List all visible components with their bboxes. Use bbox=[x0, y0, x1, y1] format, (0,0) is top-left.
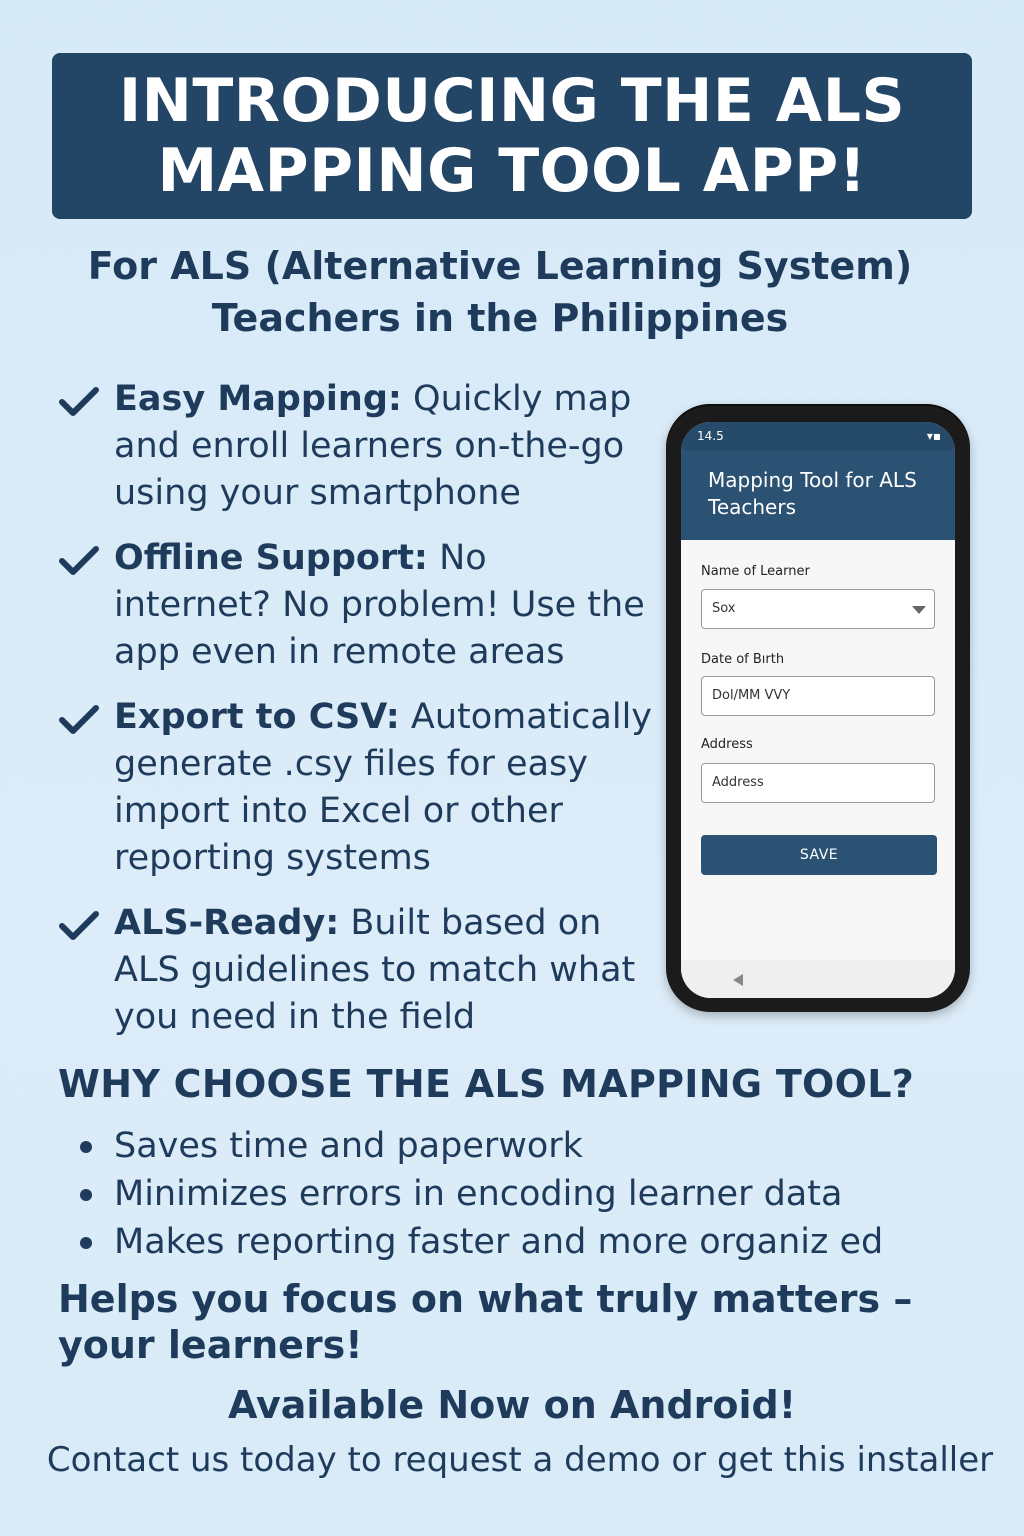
feature-description: Built based on ALS guidelines to match what you need in the field bbox=[114, 903, 636, 1037]
feature-text bbox=[114, 694, 654, 882]
feature-title: ALS-Ready: bbox=[114, 903, 340, 943]
feature-description: Automatically generate .csy files for easy import into Excel or other reporting systems bbox=[114, 697, 653, 878]
feature-title: Offline Support: bbox=[114, 538, 428, 578]
address-input[interactable] bbox=[701, 763, 935, 803]
feature-text bbox=[114, 900, 654, 1041]
feature-description: Quickly map and enroll learners on-the-go using your smartphone bbox=[114, 379, 632, 513]
dropdown-arrow-icon bbox=[912, 606, 926, 614]
why-heading: WHY CHOOSE THE ALS MAPPING TOOL? bbox=[58, 1062, 915, 1106]
app-bar bbox=[681, 450, 955, 540]
save-button[interactable]: SAVE bbox=[701, 835, 937, 875]
banner-title: INTRODUCING THE ALS MAPPING TOOL APP! bbox=[118, 66, 906, 206]
subtitle: For ALS (Alternative Learning System) Teachers in the Philippines bbox=[87, 244, 913, 340]
focus-tagline: Helps you focus on what truly matters – your learners! bbox=[58, 1277, 913, 1367]
checkmark-icon bbox=[58, 906, 100, 946]
checkmark-icon bbox=[58, 700, 100, 740]
back-icon[interactable] bbox=[733, 974, 743, 986]
benefit-text: Makes reporting faster and more organiz ed bbox=[114, 1222, 884, 1262]
availability-heading: Available Now on Android! bbox=[227, 1383, 797, 1427]
status-bar bbox=[681, 422, 955, 450]
status-time: 14.5 bbox=[697, 429, 724, 443]
phone-mockup bbox=[666, 404, 970, 1012]
title-banner bbox=[52, 53, 972, 219]
birthdate-input[interactable] bbox=[701, 676, 935, 716]
list-item bbox=[76, 1122, 883, 1170]
learner-name-select[interactable] bbox=[701, 589, 935, 629]
field-label-name: Name of Learner bbox=[701, 564, 810, 579]
bullet-icon bbox=[80, 1141, 92, 1153]
list-item bbox=[76, 1170, 883, 1218]
field-placeholder: Dol/MM VVY bbox=[712, 688, 791, 703]
benefit-text: Saves time and paperwork bbox=[114, 1126, 583, 1166]
field-placeholder: Address bbox=[712, 775, 764, 790]
app-title: Mapping Tool for ALS Teachers bbox=[708, 468, 917, 519]
field-label-address: Address bbox=[701, 737, 753, 752]
feature-text bbox=[114, 535, 654, 676]
bullet-icon bbox=[80, 1189, 92, 1201]
feature-description: No internet? No problem! Use the app even in remote areas bbox=[114, 538, 645, 672]
field-label-birthdate: Date of Bırth bbox=[701, 652, 785, 667]
checkmark-icon bbox=[58, 382, 100, 422]
feature-title: Export to CSV: bbox=[114, 697, 400, 737]
contact-text: Contact us today to request a demo or get this installer bbox=[46, 1440, 994, 1480]
feature-title: Easy Mapping: bbox=[114, 379, 402, 419]
feature-text bbox=[114, 376, 654, 517]
bullet-icon bbox=[80, 1237, 92, 1249]
benefit-text: Minimizes errors in encoding learner data bbox=[114, 1174, 843, 1214]
field-value: Sox bbox=[712, 601, 736, 616]
phone-screen bbox=[681, 422, 955, 998]
list-item bbox=[76, 1218, 883, 1266]
benefit-list bbox=[76, 1122, 883, 1266]
wifi-battery-icon: ▾▪ bbox=[926, 429, 941, 443]
checkmark-icon bbox=[58, 541, 100, 581]
nav-bar bbox=[681, 960, 955, 998]
